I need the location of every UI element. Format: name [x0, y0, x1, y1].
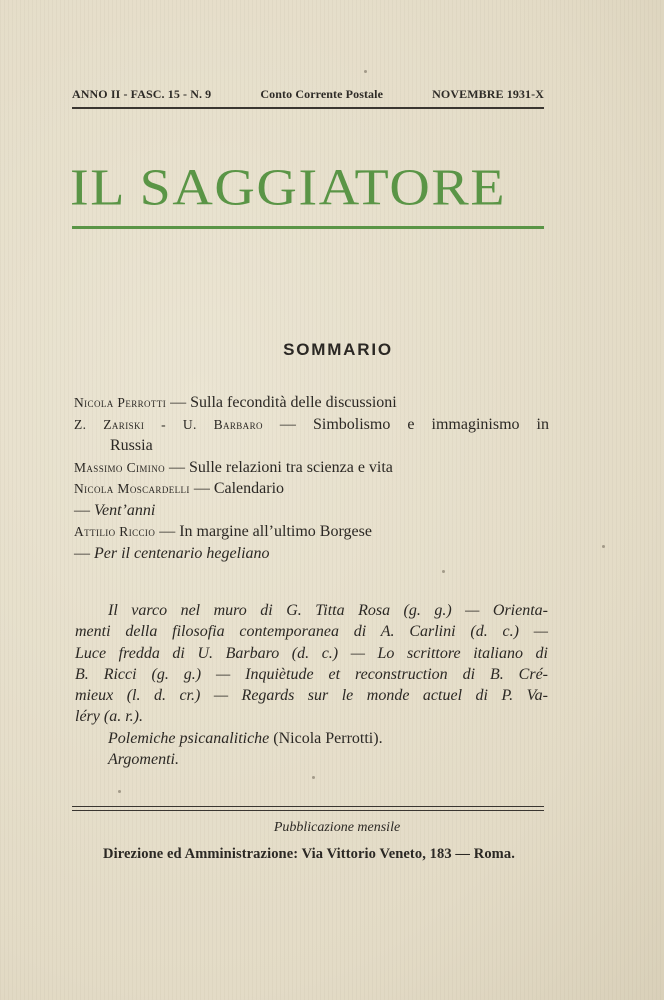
toc-title: Simbolismo e immaginismo in [312, 415, 549, 433]
editorial-address: Direzione ed Amministrazione: Via Vittorio Veneto, 183 — Roma. [103, 846, 515, 862]
toc-author: Nicola Perrotti [74, 395, 167, 410]
toc-entry [74, 457, 549, 479]
footer-rule-lower [72, 810, 544, 811]
review-line: léry (a. r.). [75, 708, 143, 726]
review-line: mieux (l. d. cr.) — Regards sur le monde actuel di P. Va- [75, 687, 548, 705]
toc-entry [74, 500, 549, 522]
toc-dash: — [165, 458, 189, 476]
toc-entry [74, 521, 549, 543]
paper-speck [442, 570, 445, 573]
toc-author: Z. Zariski - U. Barbaro [74, 416, 263, 432]
polemiche-author: (Nicola Perrotti). [273, 729, 383, 747]
review-line: Il varco nel muro di G. Titta Rosa (g. g.) — Orienta- [108, 602, 548, 619]
reviews-section [75, 600, 548, 770]
title-rule [72, 226, 544, 229]
toc-author: Nicola Moscardelli [74, 481, 190, 496]
review-line: Luce fredda di U. Barbaro (d. c.) — Lo scrittore italiano di [75, 644, 548, 662]
review-line: menti della filosofia contemporanea di A. Carlini (d. c.) — [75, 623, 548, 641]
toc-dash: — [74, 544, 94, 562]
contents-heading: SOMMARIO [283, 340, 393, 359]
toc-entry [74, 478, 549, 500]
header-rule [72, 107, 544, 109]
toc-title: Per il centenario hegeliano [94, 544, 270, 562]
issue-date: NOVEMBRE 1931-X [432, 87, 544, 101]
polemiche-line [108, 728, 548, 749]
paper-speck [602, 545, 605, 548]
toc-dash: — [155, 523, 180, 540]
paper-speck [312, 776, 315, 779]
toc-entry [74, 392, 549, 414]
argomenti-line: Argomenti. [108, 751, 179, 769]
toc-author: Massimo Cimino [74, 459, 165, 475]
toc-author: Attilio Riccio [74, 524, 156, 539]
toc-title: Vent’anni [94, 501, 156, 519]
toc-dash: — [189, 480, 214, 497]
journal-title: IL SAGGIATORE [70, 159, 507, 217]
issue-number: ANNO II - FASC. 15 - N. 9 [72, 87, 212, 101]
polemiche-title: Polemiche psicanalitiche [108, 729, 270, 747]
footer-rule-upper [72, 806, 544, 807]
issue-header [72, 87, 544, 102]
toc-entry [74, 543, 549, 565]
toc-title: In margine all’ultimo Borgese [179, 523, 372, 540]
paper-speck [364, 70, 367, 73]
review-line: B. Ricci (g. g.) — Inquiètude et reconstruction di B. Cré- [75, 665, 548, 683]
toc-dash: — [262, 415, 313, 433]
toc-entry [74, 414, 549, 436]
toc-title: Sulla fecondità delle discussioni [190, 394, 397, 411]
toc-entry-continuation: Russia [110, 437, 153, 454]
toc-dash: — [74, 501, 94, 519]
publication-frequency: Pubblicazione mensile [273, 820, 401, 835]
toc-title: Sulle relazioni tra scienza e vita [189, 458, 393, 476]
table-of-contents [74, 392, 549, 564]
paper-speck [118, 790, 121, 793]
toc-dash: — [166, 394, 191, 411]
toc-title: Calendario [213, 480, 285, 497]
postal-account: Conto Corrente Postale [260, 87, 384, 101]
